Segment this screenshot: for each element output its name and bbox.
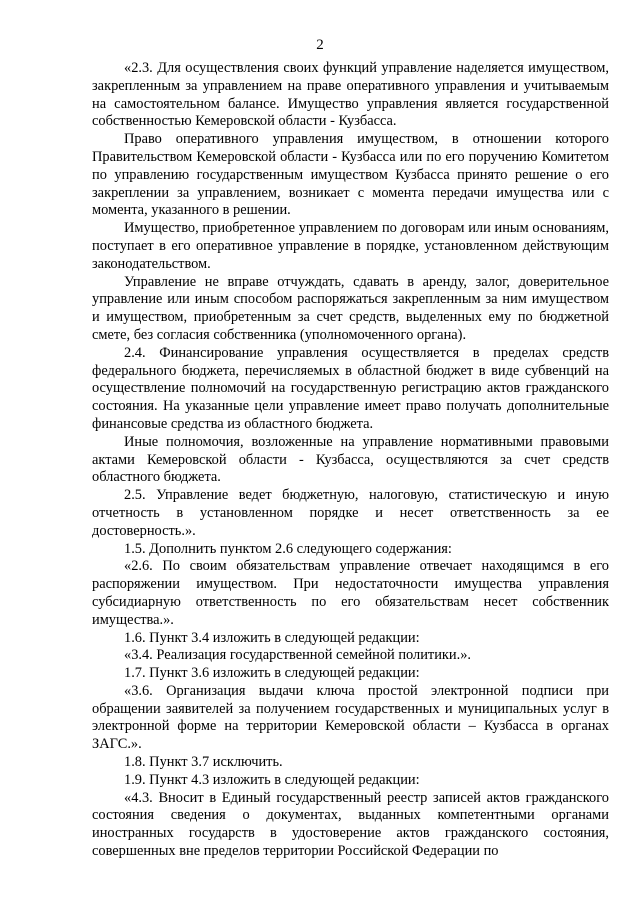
paragraph-2-6: «2.6. По своим обязательствам управление отвечает находящимся в его распоряжении имуществом. При недостаточности имущества управления субсидиарную ответственность по его обязательствам несет собственник имущества.».	[92, 558, 609, 628]
paragraph-operational-management: Право оперативного управления имуществом, в отношении которого Правительством Кемеровской области - Кузбасса или по его поручению Комитетом по управлению государственным имуществом Кузбасса принято решение о его закреплении за управлением, возникает с момента передачи имущества или с момента, указанного в решении.	[92, 131, 609, 219]
paragraph-4-3: «4.3. Вносит в Единый государственный реестр записей актов гражданского состояния сведения о документах, выданных компетентными органами иностранных государств в удостоверение актов гражданского состояния, совершенных вне пределов территории Российской Федерации по	[92, 789, 609, 860]
paragraph-disposal-restriction: Управление не вправе отчуждать, сдавать в аренду, залог, доверительное управление или иным способом распоряжаться закрепленным за ним имуществом и имуществом, приобретенным за счет средств, выделенных ему по бюджетной смете, без согласия собственника (уполномоченного органа).	[92, 273, 609, 343]
paragraph-1-7: 1.7. Пункт 3.6 изложить в следующей редакции:	[124, 665, 420, 682]
paragraph-1-6: 1.6. Пункт 3.4 изложить в следующей редакции:	[124, 629, 420, 646]
paragraph-2-3: «2.3. Для осуществления своих функций управление наделяется имуществом, закрепленным за управлением на праве оперативного управления и учитываемым на самостоятельном балансе. Имущество управления является государственной собственностью Кемеровской области - Кузбасса.	[92, 60, 609, 130]
paragraph-1-8: 1.8. Пункт 3.7 исключить.	[124, 754, 283, 771]
paragraph-acquired-property: Имущество, приобретенное управлением по договорам или иным основаниям, поступает в его оперативное управление в порядке, установленном действующим законодательством.	[92, 220, 609, 272]
paragraph-2-5: 2.5. Управление ведет бюджетную, налоговую, статистическую и иную отчетность в установленном порядке и несет ответственность за ее достоверность.».	[92, 487, 609, 539]
paragraph-3-6: «3.6. Организация выдачи ключа простой электронной подписи при обращении заявителей за получением государственных и муниципальных услуг в электронной форме на территории Кемеровской области – Кузбасса в органах ЗАГС.».	[92, 682, 609, 753]
paragraph-1-5: 1.5. Дополнить пунктом 2.6 следующего содержания:	[124, 540, 452, 557]
document-body	[92, 60, 609, 861]
page-number: 2	[316, 37, 324, 53]
paragraph-3-4: «3.4. Реализация государственной семейной политики.».	[124, 647, 472, 664]
paragraph-2-4: 2.4. Финансирование управления осуществляется в пределах средств федерального бюджета, перечисляемых в областной бюджет в виде субвенций на осуществление полномочий на государственную регистрацию актов гражданского состояния. На указанные цели управление имеет право получать дополнительные финансовые средства из областного бюджета.	[92, 344, 609, 432]
paragraph-other-powers: Иные полномочия, возложенные на управление нормативными правовыми актами Кемеровской области - Кузбасса, осуществляются за счет средств областного бюджета.	[92, 433, 609, 486]
paragraph-1-9: 1.9. Пункт 4.3 изложить в следующей редакции:	[124, 771, 420, 788]
